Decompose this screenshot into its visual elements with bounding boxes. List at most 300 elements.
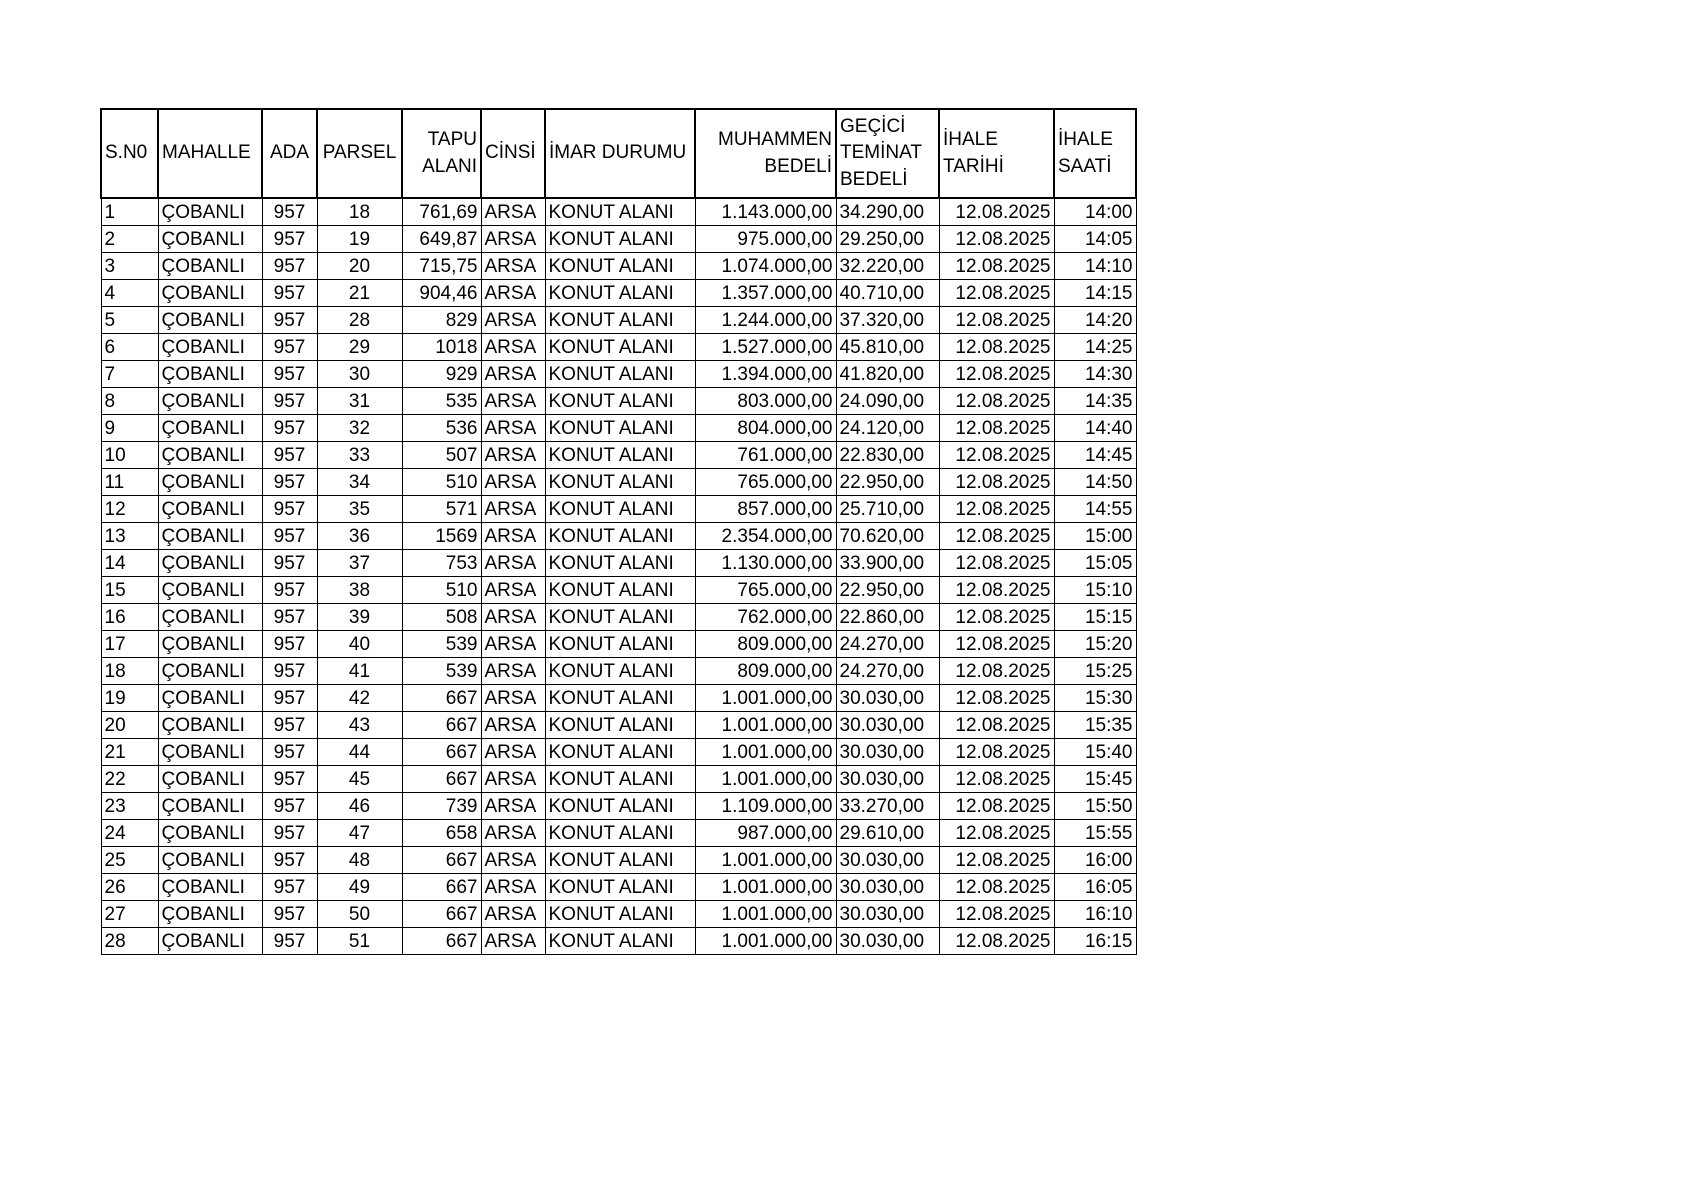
cell-gecici-teminat-bedeli: 33.900,00 (836, 550, 939, 577)
cell-muhammen-bedeli: 1.001.000,00 (695, 739, 836, 766)
cell-imar-durumu: KONUT ALANI (545, 198, 695, 226)
cell-ihale-tarihi: 12.08.2025 (939, 334, 1054, 361)
cell-gecici-teminat-bedeli: 37.320,00 (836, 307, 939, 334)
cell-ihale-tarihi: 12.08.2025 (939, 496, 1054, 523)
cell-imar-durumu: KONUT ALANI (545, 604, 695, 631)
cell-muhammen-bedeli: 857.000,00 (695, 496, 836, 523)
cell-mahalle: ÇOBANLI (158, 874, 262, 901)
cell-gecici-teminat-bedeli: 32.220,00 (836, 253, 939, 280)
table-row (101, 874, 1136, 901)
cell-gecici-teminat-bedeli: 22.950,00 (836, 469, 939, 496)
cell-ihale-saati: 15:35 (1054, 712, 1136, 739)
cell-muhammen-bedeli: 1.244.000,00 (695, 307, 836, 334)
cell-ada: 957 (262, 631, 317, 658)
cell-gecici-teminat-bedeli: 33.270,00 (836, 793, 939, 820)
cell-mahalle: ÇOBANLI (158, 361, 262, 388)
cell-tapu-alani: 667 (402, 739, 481, 766)
cell-ihale-tarihi: 12.08.2025 (939, 685, 1054, 712)
table-row (101, 550, 1136, 577)
cell-mahalle: ÇOBANLI (158, 901, 262, 928)
cell-mahalle: ÇOBANLI (158, 847, 262, 874)
table-row (101, 469, 1136, 496)
cell-muhammen-bedeli: 1.001.000,00 (695, 685, 836, 712)
cell-mahalle: ÇOBANLI (158, 550, 262, 577)
cell-ihale-tarihi: 12.08.2025 (939, 793, 1054, 820)
cell-sno: 19 (101, 685, 158, 712)
cell-mahalle: ÇOBANLI (158, 280, 262, 307)
cell-tapu-alani: 508 (402, 604, 481, 631)
cell-mahalle: ÇOBANLI (158, 685, 262, 712)
cell-tapu-alani: 829 (402, 307, 481, 334)
cell-sno: 6 (101, 334, 158, 361)
cell-gecici-teminat-bedeli: 30.030,00 (836, 901, 939, 928)
header-ihale-tarihi: İHALE TARİHİ (939, 109, 1054, 198)
cell-ada: 957 (262, 253, 317, 280)
table-row (101, 658, 1136, 685)
cell-ihale-saati: 14:05 (1054, 226, 1136, 253)
cell-mahalle: ÇOBANLI (158, 820, 262, 847)
header-row (101, 109, 1136, 198)
cell-ihale-saati: 15:10 (1054, 577, 1136, 604)
cell-ihale-saati: 15:45 (1054, 766, 1136, 793)
cell-muhammen-bedeli: 1.130.000,00 (695, 550, 836, 577)
cell-ihale-tarihi: 12.08.2025 (939, 847, 1054, 874)
cell-muhammen-bedeli: 1.143.000,00 (695, 198, 836, 226)
cell-gecici-teminat-bedeli: 29.610,00 (836, 820, 939, 847)
cell-ada: 957 (262, 388, 317, 415)
cell-sno: 28 (101, 928, 158, 955)
cell-imar-durumu: KONUT ALANI (545, 523, 695, 550)
cell-imar-durumu: KONUT ALANI (545, 820, 695, 847)
cell-ihale-tarihi: 12.08.2025 (939, 415, 1054, 442)
cell-parsel: 42 (317, 685, 402, 712)
cell-cinsi: ARSA (481, 631, 545, 658)
table-row (101, 523, 1136, 550)
cell-cinsi: ARSA (481, 847, 545, 874)
cell-ihale-saati: 15:50 (1054, 793, 1136, 820)
cell-muhammen-bedeli: 1.074.000,00 (695, 253, 836, 280)
cell-sno: 17 (101, 631, 158, 658)
cell-mahalle: ÇOBANLI (158, 712, 262, 739)
header-ihale-saati: İHALE SAATİ (1054, 109, 1136, 198)
cell-ada: 957 (262, 901, 317, 928)
cell-parsel: 50 (317, 901, 402, 928)
cell-ihale-tarihi: 12.08.2025 (939, 361, 1054, 388)
cell-tapu-alani: 658 (402, 820, 481, 847)
cell-ihale-saati: 14:15 (1054, 280, 1136, 307)
cell-muhammen-bedeli: 975.000,00 (695, 226, 836, 253)
cell-mahalle: ÇOBANLI (158, 226, 262, 253)
cell-parsel: 45 (317, 766, 402, 793)
cell-imar-durumu: KONUT ALANI (545, 658, 695, 685)
cell-tapu-alani: 510 (402, 469, 481, 496)
cell-mahalle: ÇOBANLI (158, 307, 262, 334)
cell-gecici-teminat-bedeli: 30.030,00 (836, 928, 939, 955)
cell-ihale-tarihi: 12.08.2025 (939, 874, 1054, 901)
cell-ada: 957 (262, 928, 317, 955)
cell-tapu-alani: 904,46 (402, 280, 481, 307)
cell-parsel: 34 (317, 469, 402, 496)
cell-gecici-teminat-bedeli: 30.030,00 (836, 739, 939, 766)
cell-sno: 16 (101, 604, 158, 631)
header-imar-durumu: İMAR DURUMU (545, 109, 695, 198)
cell-sno: 13 (101, 523, 158, 550)
cell-imar-durumu: KONUT ALANI (545, 388, 695, 415)
cell-sno: 27 (101, 901, 158, 928)
cell-parsel: 28 (317, 307, 402, 334)
cell-ihale-saati: 15:40 (1054, 739, 1136, 766)
table-row (101, 496, 1136, 523)
cell-imar-durumu: KONUT ALANI (545, 442, 695, 469)
cell-ada: 957 (262, 415, 317, 442)
cell-ada: 957 (262, 604, 317, 631)
table-body (101, 198, 1136, 955)
table-row (101, 361, 1136, 388)
cell-imar-durumu: KONUT ALANI (545, 253, 695, 280)
cell-ihale-tarihi: 12.08.2025 (939, 198, 1054, 226)
cell-ada: 957 (262, 874, 317, 901)
cell-sno: 15 (101, 577, 158, 604)
cell-gecici-teminat-bedeli: 41.820,00 (836, 361, 939, 388)
cell-cinsi: ARSA (481, 766, 545, 793)
header-mahalle: MAHALLE (158, 109, 262, 198)
cell-imar-durumu: KONUT ALANI (545, 874, 695, 901)
cell-gecici-teminat-bedeli: 25.710,00 (836, 496, 939, 523)
cell-ihale-tarihi: 12.08.2025 (939, 307, 1054, 334)
cell-parsel: 35 (317, 496, 402, 523)
cell-ihale-saati: 14:45 (1054, 442, 1136, 469)
table-row (101, 793, 1136, 820)
cell-parsel: 49 (317, 874, 402, 901)
cell-imar-durumu: KONUT ALANI (545, 361, 695, 388)
table-row (101, 712, 1136, 739)
cell-ihale-tarihi: 12.08.2025 (939, 766, 1054, 793)
cell-tapu-alani: 715,75 (402, 253, 481, 280)
cell-ihale-tarihi: 12.08.2025 (939, 442, 1054, 469)
cell-tapu-alani: 536 (402, 415, 481, 442)
cell-cinsi: ARSA (481, 198, 545, 226)
cell-cinsi: ARSA (481, 496, 545, 523)
cell-sno: 5 (101, 307, 158, 334)
cell-ihale-saati: 14:10 (1054, 253, 1136, 280)
cell-ihale-saati: 15:15 (1054, 604, 1136, 631)
cell-muhammen-bedeli: 765.000,00 (695, 577, 836, 604)
table-row (101, 685, 1136, 712)
cell-gecici-teminat-bedeli: 24.270,00 (836, 631, 939, 658)
cell-imar-durumu: KONUT ALANI (545, 901, 695, 928)
cell-imar-durumu: KONUT ALANI (545, 307, 695, 334)
cell-ihale-saati: 15:00 (1054, 523, 1136, 550)
cell-tapu-alani: 539 (402, 658, 481, 685)
cell-muhammen-bedeli: 765.000,00 (695, 469, 836, 496)
cell-imar-durumu: KONUT ALANI (545, 280, 695, 307)
cell-mahalle: ÇOBANLI (158, 442, 262, 469)
cell-gecici-teminat-bedeli: 30.030,00 (836, 847, 939, 874)
cell-ada: 957 (262, 793, 317, 820)
cell-gecici-teminat-bedeli: 22.860,00 (836, 604, 939, 631)
header-gecici-teminat-bedeli: GEÇİCİ TEMİNAT BEDELİ (836, 109, 939, 198)
cell-tapu-alani: 929 (402, 361, 481, 388)
cell-mahalle: ÇOBANLI (158, 604, 262, 631)
table-row (101, 847, 1136, 874)
cell-cinsi: ARSA (481, 442, 545, 469)
cell-sno: 7 (101, 361, 158, 388)
cell-parsel: 37 (317, 550, 402, 577)
cell-ada: 957 (262, 280, 317, 307)
cell-muhammen-bedeli: 762.000,00 (695, 604, 836, 631)
cell-sno: 24 (101, 820, 158, 847)
cell-ihale-saati: 16:10 (1054, 901, 1136, 928)
cell-imar-durumu: KONUT ALANI (545, 766, 695, 793)
cell-gecici-teminat-bedeli: 22.950,00 (836, 577, 939, 604)
cell-tapu-alani: 667 (402, 874, 481, 901)
table-row (101, 442, 1136, 469)
cell-gecici-teminat-bedeli: 30.030,00 (836, 766, 939, 793)
cell-mahalle: ÇOBANLI (158, 928, 262, 955)
cell-parsel: 30 (317, 361, 402, 388)
header-tapu-alani: TAPU ALANI (402, 109, 481, 198)
table-row (101, 415, 1136, 442)
cell-ihale-saati: 16:15 (1054, 928, 1136, 955)
cell-parsel: 38 (317, 577, 402, 604)
cell-ihale-saati: 16:00 (1054, 847, 1136, 874)
cell-parsel: 44 (317, 739, 402, 766)
cell-tapu-alani: 510 (402, 577, 481, 604)
cell-cinsi: ARSA (481, 523, 545, 550)
cell-gecici-teminat-bedeli: 22.830,00 (836, 442, 939, 469)
cell-imar-durumu: KONUT ALANI (545, 577, 695, 604)
cell-parsel: 19 (317, 226, 402, 253)
table-row (101, 198, 1136, 226)
cell-tapu-alani: 539 (402, 631, 481, 658)
cell-tapu-alani: 667 (402, 685, 481, 712)
table-row (101, 604, 1136, 631)
cell-ihale-tarihi: 12.08.2025 (939, 739, 1054, 766)
cell-ihale-saati: 15:55 (1054, 820, 1136, 847)
cell-cinsi: ARSA (481, 334, 545, 361)
cell-parsel: 29 (317, 334, 402, 361)
cell-ihale-tarihi: 12.08.2025 (939, 388, 1054, 415)
cell-ada: 957 (262, 361, 317, 388)
cell-sno: 18 (101, 658, 158, 685)
cell-muhammen-bedeli: 761.000,00 (695, 442, 836, 469)
cell-sno: 25 (101, 847, 158, 874)
cell-ada: 957 (262, 469, 317, 496)
table-row (101, 739, 1136, 766)
cell-muhammen-bedeli: 1.001.000,00 (695, 901, 836, 928)
cell-imar-durumu: KONUT ALANI (545, 334, 695, 361)
cell-ada: 957 (262, 739, 317, 766)
cell-gecici-teminat-bedeli: 30.030,00 (836, 874, 939, 901)
cell-muhammen-bedeli: 1.001.000,00 (695, 766, 836, 793)
cell-mahalle: ÇOBANLI (158, 334, 262, 361)
cell-ihale-saati: 14:20 (1054, 307, 1136, 334)
cell-mahalle: ÇOBANLI (158, 415, 262, 442)
cell-muhammen-bedeli: 1.527.000,00 (695, 334, 836, 361)
table-row (101, 820, 1136, 847)
cell-ihale-saati: 15:30 (1054, 685, 1136, 712)
cell-ada: 957 (262, 198, 317, 226)
cell-parsel: 31 (317, 388, 402, 415)
cell-sno: 23 (101, 793, 158, 820)
cell-parsel: 41 (317, 658, 402, 685)
cell-muhammen-bedeli: 809.000,00 (695, 658, 836, 685)
cell-gecici-teminat-bedeli: 30.030,00 (836, 712, 939, 739)
cell-mahalle: ÇOBANLI (158, 577, 262, 604)
cell-tapu-alani: 667 (402, 712, 481, 739)
cell-parsel: 48 (317, 847, 402, 874)
cell-tapu-alani: 507 (402, 442, 481, 469)
header-muhammen-bedeli: MUHAMMEN BEDELİ (695, 109, 836, 198)
cell-ada: 957 (262, 820, 317, 847)
cell-ihale-tarihi: 12.08.2025 (939, 928, 1054, 955)
cell-tapu-alani: 739 (402, 793, 481, 820)
cell-imar-durumu: KONUT ALANI (545, 496, 695, 523)
cell-ihale-tarihi: 12.08.2025 (939, 226, 1054, 253)
cell-cinsi: ARSA (481, 577, 545, 604)
header-ada: ADA (262, 109, 317, 198)
cell-parsel: 21 (317, 280, 402, 307)
cell-ihale-tarihi: 12.08.2025 (939, 469, 1054, 496)
cell-imar-durumu: KONUT ALANI (545, 631, 695, 658)
cell-ada: 957 (262, 226, 317, 253)
cell-sno: 10 (101, 442, 158, 469)
cell-parsel: 33 (317, 442, 402, 469)
cell-ihale-saati: 14:40 (1054, 415, 1136, 442)
cell-sno: 3 (101, 253, 158, 280)
cell-tapu-alani: 761,69 (402, 198, 481, 226)
cell-muhammen-bedeli: 803.000,00 (695, 388, 836, 415)
cell-tapu-alani: 1018 (402, 334, 481, 361)
cell-parsel: 47 (317, 820, 402, 847)
cell-cinsi: ARSA (481, 415, 545, 442)
cell-ihale-tarihi: 12.08.2025 (939, 523, 1054, 550)
cell-ihale-tarihi: 12.08.2025 (939, 604, 1054, 631)
cell-imar-durumu: KONUT ALANI (545, 712, 695, 739)
cell-gecici-teminat-bedeli: 24.120,00 (836, 415, 939, 442)
cell-gecici-teminat-bedeli: 29.250,00 (836, 226, 939, 253)
cell-muhammen-bedeli: 1.109.000,00 (695, 793, 836, 820)
cell-muhammen-bedeli: 1.001.000,00 (695, 712, 836, 739)
cell-ihale-saati: 14:35 (1054, 388, 1136, 415)
cell-muhammen-bedeli: 1.357.000,00 (695, 280, 836, 307)
cell-imar-durumu: KONUT ALANI (545, 793, 695, 820)
cell-mahalle: ÇOBANLI (158, 631, 262, 658)
cell-sno: 14 (101, 550, 158, 577)
cell-parsel: 51 (317, 928, 402, 955)
cell-parsel: 39 (317, 604, 402, 631)
cell-cinsi: ARSA (481, 307, 545, 334)
cell-cinsi: ARSA (481, 712, 545, 739)
table-row (101, 631, 1136, 658)
cell-ada: 957 (262, 523, 317, 550)
cell-gecici-teminat-bedeli: 24.270,00 (836, 658, 939, 685)
table-row (101, 766, 1136, 793)
cell-ada: 957 (262, 577, 317, 604)
cell-mahalle: ÇOBANLI (158, 198, 262, 226)
cell-ihale-tarihi: 12.08.2025 (939, 577, 1054, 604)
cell-mahalle: ÇOBANLI (158, 766, 262, 793)
cell-cinsi: ARSA (481, 604, 545, 631)
header-parsel: PARSEL (317, 109, 402, 198)
cell-gecici-teminat-bedeli: 24.090,00 (836, 388, 939, 415)
cell-cinsi: ARSA (481, 658, 545, 685)
cell-ada: 957 (262, 550, 317, 577)
cell-sno: 8 (101, 388, 158, 415)
cell-parsel: 46 (317, 793, 402, 820)
cell-cinsi: ARSA (481, 739, 545, 766)
cell-ada: 957 (262, 712, 317, 739)
cell-sno: 22 (101, 766, 158, 793)
cell-tapu-alani: 753 (402, 550, 481, 577)
cell-mahalle: ÇOBANLI (158, 253, 262, 280)
cell-ada: 957 (262, 847, 317, 874)
cell-parsel: 18 (317, 198, 402, 226)
cell-tapu-alani: 667 (402, 766, 481, 793)
table-row (101, 928, 1136, 955)
table-row (101, 307, 1136, 334)
cell-cinsi: ARSA (481, 901, 545, 928)
cell-sno: 4 (101, 280, 158, 307)
cell-sno: 1 (101, 198, 158, 226)
cell-parsel: 40 (317, 631, 402, 658)
cell-muhammen-bedeli: 987.000,00 (695, 820, 836, 847)
cell-cinsi: ARSA (481, 280, 545, 307)
cell-cinsi: ARSA (481, 928, 545, 955)
cell-ihale-saati: 15:25 (1054, 658, 1136, 685)
cell-ada: 957 (262, 334, 317, 361)
table-header (101, 109, 1136, 198)
cell-ihale-saati: 14:25 (1054, 334, 1136, 361)
cell-ihale-saati: 16:05 (1054, 874, 1136, 901)
table-row (101, 253, 1136, 280)
cell-cinsi: ARSA (481, 469, 545, 496)
cell-mahalle: ÇOBANLI (158, 388, 262, 415)
cell-mahalle: ÇOBANLI (158, 658, 262, 685)
cell-sno: 26 (101, 874, 158, 901)
cell-ihale-tarihi: 12.08.2025 (939, 712, 1054, 739)
cell-mahalle: ÇOBANLI (158, 739, 262, 766)
cell-ada: 957 (262, 685, 317, 712)
cell-tapu-alani: 667 (402, 901, 481, 928)
cell-ada: 957 (262, 658, 317, 685)
cell-muhammen-bedeli: 2.354.000,00 (695, 523, 836, 550)
cell-imar-durumu: KONUT ALANI (545, 469, 695, 496)
cell-imar-durumu: KONUT ALANI (545, 226, 695, 253)
cell-sno: 20 (101, 712, 158, 739)
cell-mahalle: ÇOBANLI (158, 496, 262, 523)
table-row (101, 334, 1136, 361)
cell-ada: 957 (262, 766, 317, 793)
cell-ada: 957 (262, 496, 317, 523)
cell-cinsi: ARSA (481, 550, 545, 577)
cell-ihale-tarihi: 12.08.2025 (939, 550, 1054, 577)
cell-ihale-tarihi: 12.08.2025 (939, 901, 1054, 928)
cell-cinsi: ARSA (481, 793, 545, 820)
cell-ihale-tarihi: 12.08.2025 (939, 658, 1054, 685)
header-cinsi: CİNSİ (481, 109, 545, 198)
cell-mahalle: ÇOBANLI (158, 469, 262, 496)
cell-ihale-saati: 15:05 (1054, 550, 1136, 577)
cell-parsel: 20 (317, 253, 402, 280)
cell-ihale-tarihi: 12.08.2025 (939, 280, 1054, 307)
cell-sno: 12 (101, 496, 158, 523)
cell-tapu-alani: 667 (402, 847, 481, 874)
cell-sno: 11 (101, 469, 158, 496)
cell-cinsi: ARSA (481, 685, 545, 712)
cell-gecici-teminat-bedeli: 40.710,00 (836, 280, 939, 307)
cell-cinsi: ARSA (481, 226, 545, 253)
